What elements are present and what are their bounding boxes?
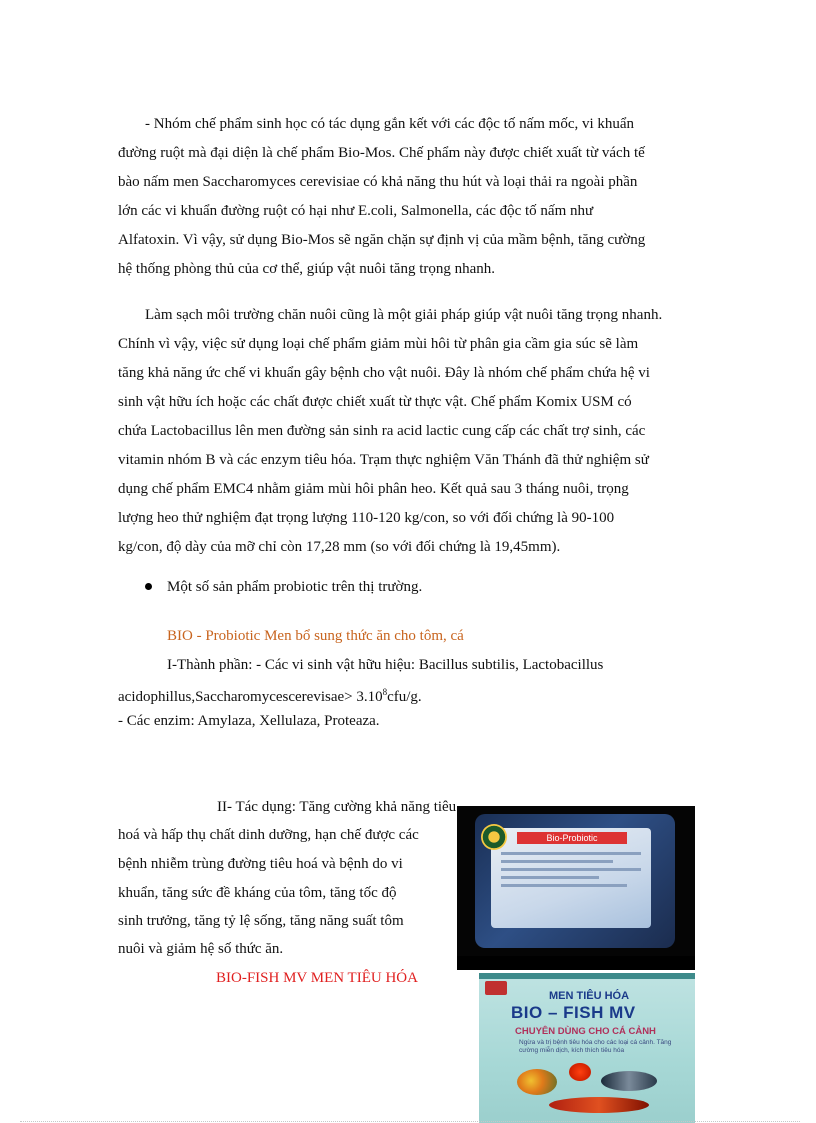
image-bottom-band — [457, 956, 695, 970]
effects-line-2: hoá và hấp thụ chất dinh dưỡng, hạn chế được các — [118, 827, 419, 843]
p1-line-3: bào nấm men Saccharomyces cerevisiae có khả năng thu hút và loại thải ra ngoài phần — [118, 174, 638, 190]
p2-line-4: sinh vật hữu ích hoặc các chất được chiết xuất từ thực vật. Chế phẩm Komix USM có — [118, 394, 632, 410]
discus-fish-icon — [517, 1069, 557, 1095]
product1-composition-line1: I-Thành phần: - Các vi sinh vật hữu hiệu: Bacillus subtilis, Lactobacillus — [167, 657, 604, 673]
bio-probiotic-package-image — [457, 806, 695, 970]
p1-line-6: hệ thống phòng thủ của cơ thể, giúp vật nuôi tăng trọng nhanh. — [118, 261, 496, 277]
p2-line-2: Chính vì vậy, việc sử dụng loại chế phẩm giảm mùi hôi từ phân gia cầm gia súc sẽ làm — [118, 336, 639, 352]
p1-line-1: - Nhóm chế phẩm sinh học có tác dụng gắn kết với các độc tố nấm mốc, vi khuẩn — [145, 116, 635, 132]
exponent: 8 — [382, 687, 388, 697]
effects-line-3: bệnh nhiễm trùng đường tiêu hoá và bệnh do vi — [118, 856, 403, 872]
product2-heading: BIO-FISH MV MEN TIÊU HÓA — [216, 970, 418, 986]
package-top-band — [479, 973, 695, 979]
composition-value: acidophillus,Saccharomycescerevisae> 3.10 — [118, 689, 383, 705]
p2-line-1: Làm sạch môi trường chăn nuôi cũng là một giải pháp giúp vật nuôi tăng trọng nhanh. — [145, 307, 663, 323]
p2-line-5: chứa Lactobacillus lên men đường sản sinh ra acid lactic cung cấp các chất trợ sinh, các — [118, 423, 646, 439]
brand-logo-icon — [485, 981, 507, 995]
product1-composition-line2 — [118, 683, 422, 706]
package-subtitle: CHUYÊN DÙNG CHO CÁ CẢNH — [515, 1026, 656, 1037]
arowana-fish-icon — [549, 1097, 649, 1113]
bio-fish-package-image — [479, 973, 695, 1123]
product1-heading: BIO - Probiotic Men bổ sung thức ăn cho tôm, cá — [167, 628, 464, 644]
p1-line-5: Alfatoxin. Vì vậy, sử dụng Bio-Mos sẽ ngăn chặn sự định vị của mầm bệnh, tăng cường — [118, 232, 646, 248]
p2-line-7: dụng chế phẩm EMC4 nhằm giảm mùi hôi phân heo. Kết quả sau 3 tháng nuôi, trọng — [118, 481, 629, 497]
p2-line-6: vitamin nhóm B và các enzym tiêu hóa. Trạm thực nghiệm Văn Thánh đã thử nghiệm sử — [118, 452, 649, 468]
package-description: Ngừa và trị bệnh tiêu hóa cho các loại cá cảnh. Tăng cường miễn dịch, kích thích tiêu hóa — [519, 1039, 672, 1054]
p2-line-3: tăng khả năng ức chế vi khuẩn gây bệnh cho vật nuôi. Đây là nhóm chế phẩm chứa hệ vi — [118, 365, 650, 381]
goldfish-icon — [569, 1063, 591, 1081]
package-small-title: MEN TIÊU HÓA — [549, 990, 630, 1002]
p1-line-2: đường ruột mà đại diện là chế phẩm Bio-Mos. Chế phẩm này được chiết xuất từ vách tế — [118, 145, 645, 161]
package-title: Bio-Probiotic — [517, 832, 627, 844]
bullet-dot — [145, 583, 152, 590]
product1-enzymes: - Các enzim: Amylaza, Xellulaza, Proteaza. — [118, 713, 380, 729]
bullet-text: Một số sản phẩm probiotic trên thị trường. — [167, 579, 423, 595]
composition-unit: cfu/g. — [387, 689, 422, 705]
package-big-title: BIO – FISH MV — [511, 1003, 636, 1022]
package-text-lines — [501, 852, 641, 912]
effects-line-4: khuẩn, tăng sức đề kháng của tôm, tăng tốc độ — [118, 885, 397, 901]
p1-line-4: lớn các vi khuẩn đường ruột có hại như E.coli, Salmonella, các độc tố nấm như — [118, 203, 594, 219]
page-bottom-border — [20, 1121, 800, 1122]
p2-line-9: kg/con, độ dày của mỡ chỉ còn 17,28 mm (so với đối chứng là 19,45mm). — [118, 539, 561, 555]
effects-line-5: sinh trưởng, tăng tỷ lệ sống, tăng năng suất tôm — [118, 913, 404, 929]
flowerhorn-fish-icon — [601, 1071, 657, 1091]
effects-line-6: nuôi và giảm hệ số thức ăn. — [118, 941, 284, 957]
brand-logo-icon — [481, 824, 507, 850]
p2-line-8: lượng heo thử nghiệm đạt trọng lượng 110-120 kg/con, so với đối chứng là 90-100 — [118, 510, 615, 526]
effects-line-1: II- Tác dụng: Tăng cường khả năng tiêu — [217, 799, 457, 815]
